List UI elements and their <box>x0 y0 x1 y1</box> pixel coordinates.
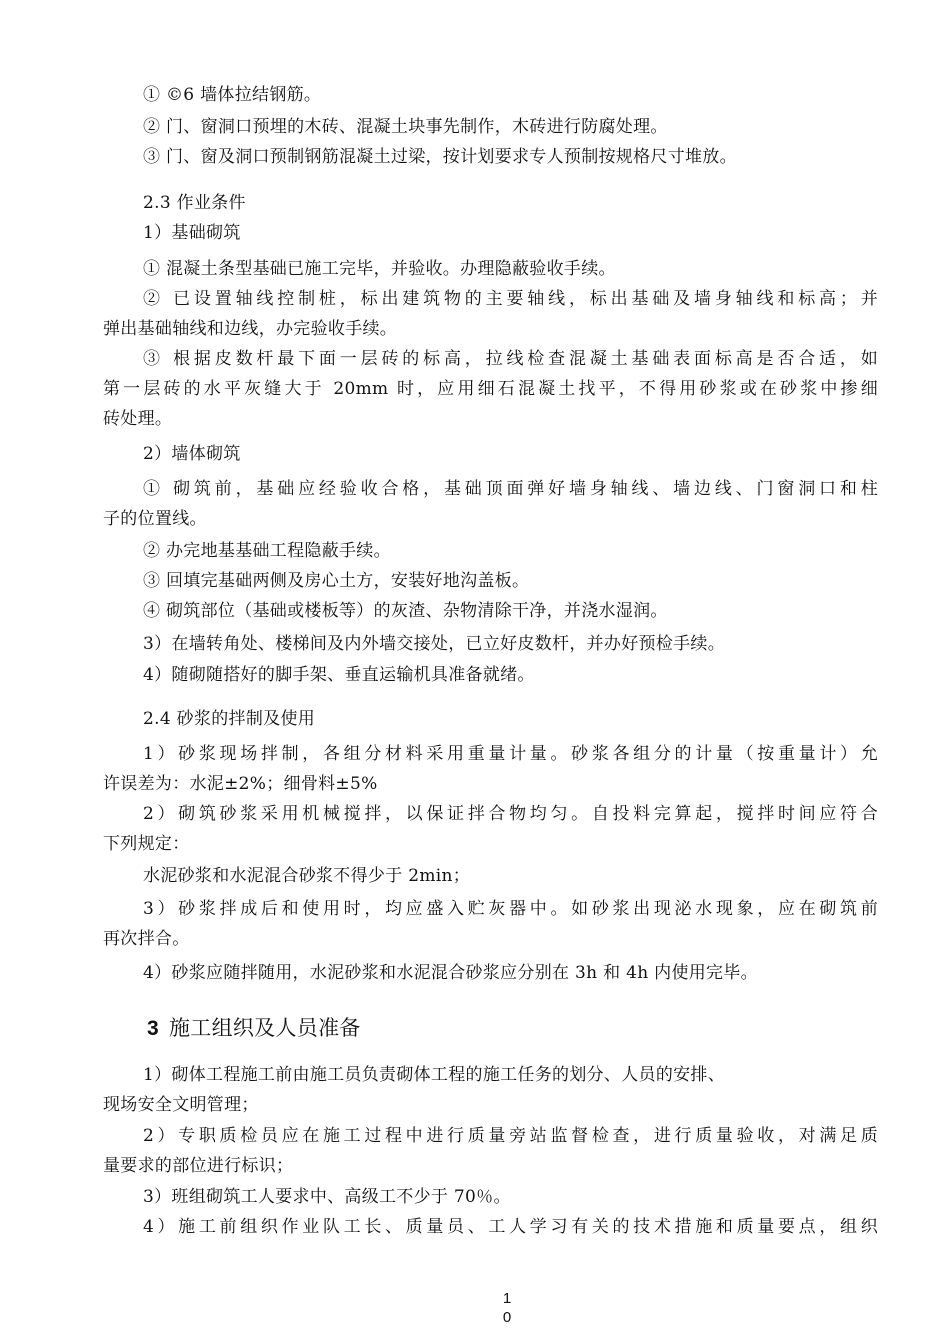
text-line: ② 办完地基基础工程隐蔽手续。 <box>143 541 391 561</box>
text-line: ② 门、窗洞口预埋的木砖、混凝土块事先制作，木砖进行防腐处理。 <box>143 117 668 137</box>
text-line: 现场安全文明管理； <box>103 1095 259 1115</box>
text-line: 下列规定： <box>103 834 190 854</box>
text-line: ① 混凝土条型基础已施工完毕，并验收。办理隐蔽验收手续。 <box>143 259 616 279</box>
text-line: ③ 门、窗及洞口预制钢筋混凝土过梁，按计划要求专人预制按规格尺寸堆放。 <box>143 147 737 167</box>
text-line: 4）砂浆应随拌随用，水泥砂浆和水泥混合砂浆应分别在 3h 和 4h 内使用完毕。 <box>143 963 758 983</box>
section-heading-2-3: 2.3 作业条件 <box>143 193 246 213</box>
text-line: 1）砌体工程施工前由施工员负责砌体工程的施工任务的划分、人员的安排、 <box>143 1065 726 1085</box>
text-line: 3）砂浆拌成后和使用时，均应盛入贮灰器中。如砂浆出现泌水现象，应在砌筑前 <box>143 899 878 919</box>
text-line: ④ 砌筑部位（基础或楼板等）的灰渣、杂物清除干净，并浇水湿润。 <box>143 601 668 621</box>
text-line: 4）施工前组织作业队工长、质量员、工人学习有关的技术措施和质量要点，组织 <box>143 1217 878 1237</box>
text-line: ① ©6 墙体拉结钢筋。 <box>143 85 322 105</box>
text-line: ② 已设置轴线控制桩，标出建筑物的主要轴线，标出基础及墙身轴线和标高；并 <box>143 289 878 309</box>
section-number: 3 <box>147 1017 159 1040</box>
text-line: ③ 回填完基础两侧及房心土方，安装好地沟盖板。 <box>143 571 530 591</box>
text-line: 2）专职质检员应在施工过程中进行质量旁站监督检查，进行质量验收，对满足质 <box>143 1126 878 1146</box>
section-heading-3 <box>147 1015 361 1042</box>
text-line: 子的位置线。 <box>103 509 207 529</box>
text-line: 砖处理。 <box>103 409 173 429</box>
text-line: 弹出基础轴线和边线，办完验收手续。 <box>103 319 398 339</box>
text-line: 第一层砖的水平灰缝大于 20mm 时，应用细石混凝土找平，不得用砂浆或在砂浆中掺细 <box>103 379 878 399</box>
page-number-digit-1: 1 <box>502 1290 512 1307</box>
text-line: 1）砂浆现场拌制，各组分材料采用重量计量。砂浆各组分的计量（按重量计）允 <box>143 744 878 764</box>
text-line: 3）在墙转角处、楼梯间及内外墙交接处，已立好皮数杆，并办好预检手续。 <box>143 634 726 654</box>
section-heading-2-4: 2.4 砂浆的拌制及使用 <box>143 709 316 729</box>
text-line: 许误差为：水泥±2%；细骨料±5% <box>103 774 378 794</box>
text-line: 3）班组砌筑工人要求中、高级工不少于 70％。 <box>143 1187 511 1207</box>
section-title: 施工组织及人员准备 <box>168 1016 361 1040</box>
text-line: ① 砌筑前，基础应经验收合格，基础顶面弹好墙身轴线、墙边线、门窗洞口和柱 <box>143 479 878 499</box>
subsection-heading: 2）墙体砌筑 <box>143 444 241 464</box>
text-line: 再次拌合。 <box>103 929 190 949</box>
text-line: 水泥砂浆和水泥混合砂浆不得少于 2min； <box>143 866 471 886</box>
subsection-heading: 1）基础砌筑 <box>143 223 241 243</box>
page-number-digit-2: 0 <box>502 1309 512 1326</box>
text-line: 量要求的部位进行标识； <box>103 1156 294 1176</box>
text-line: ③ 根据皮数杆最下面一层砖的标高，拉线检查混凝土基础表面标高是否合适，如 <box>143 349 878 369</box>
text-line: 4）随砌随搭好的脚手架、垂直运输机具准备就绪。 <box>143 665 535 685</box>
text-line: 2）砌筑砂浆采用机械搅拌，以保证拌合物均匀。自投料完算起，搅拌时间应符合 <box>143 804 878 824</box>
